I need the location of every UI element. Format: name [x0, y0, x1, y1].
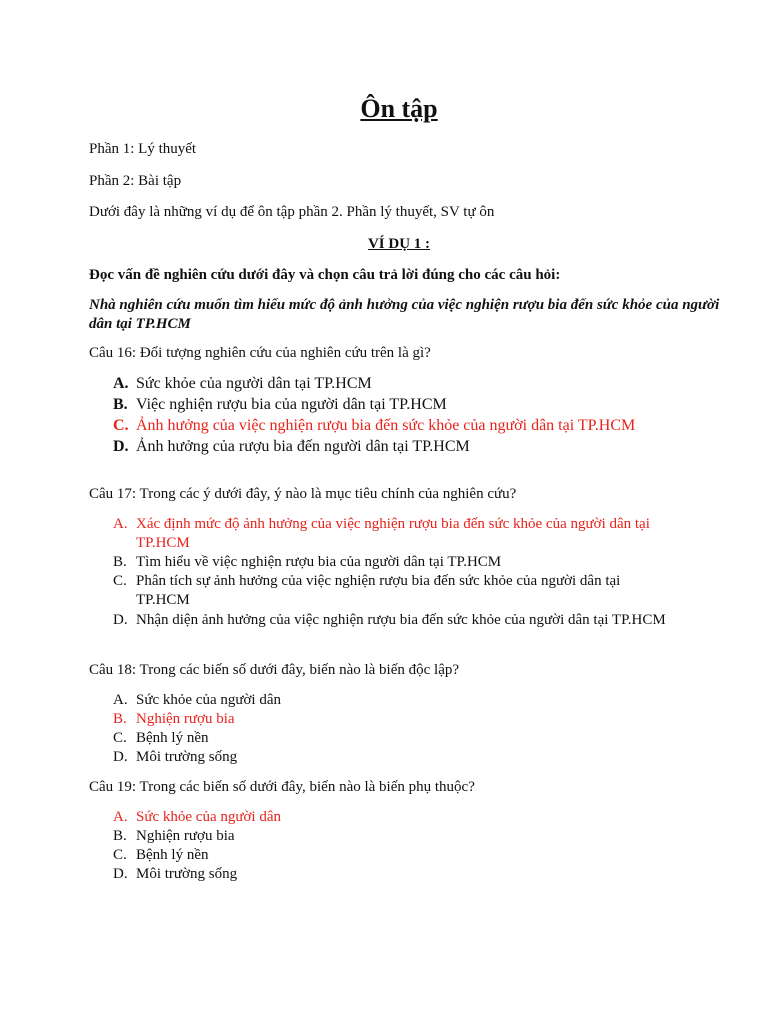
option-letter: C.: [113, 417, 129, 434]
question-16-option-b: [113, 394, 713, 415]
option-letter: A.: [113, 375, 129, 392]
intro-note: Dưới đây là những ví dụ để ôn tập phần 2. Phần lý thuyết, SV tự ôn: [89, 204, 495, 220]
option-text: Xác định mức độ ảnh hưởng của việc nghiện rượu bia đến sức khỏe của người dân tại TP.HCM: [136, 516, 650, 551]
question-18-prompt: Câu 18: Trong các biến số dưới đây, biến nào là biến độc lập?: [89, 662, 460, 678]
question-16-option-d: [113, 436, 713, 457]
scenario: Nhà nghiên cứu muốn tìm hiểu mức độ ảnh hưởng của việc nghiện rượu bia đến sức khỏe của người dân tại TP.HCM: [89, 297, 720, 332]
option-text: Sức khỏe của người dân: [136, 809, 281, 825]
option-text: Tìm hiểu về việc nghiện rượu bia của người dân tại TP.HCM: [136, 554, 502, 570]
option-letter: A.: [113, 516, 128, 532]
question-18-option-b-correct: [113, 710, 713, 729]
option-letter: C.: [113, 847, 127, 863]
question-19-option-b: [113, 827, 713, 846]
option-letter: B.: [113, 554, 127, 570]
question-16-prompt: Câu 16: Đối tượng nghiên cứu của nghiên cứu trên là gì?: [89, 345, 431, 361]
option-text: Bệnh lý nền: [136, 730, 209, 746]
intro-part-2: Phần 2: Bài tập: [89, 173, 182, 189]
question-16-option-a: [113, 373, 713, 394]
option-letter: B.: [113, 396, 128, 413]
question-16-option-c-correct: [113, 415, 753, 436]
option-text: Nhận diện ảnh hưởng của việc nghiện rượu bia đến sức khỏe của người dân tại TP.HCM: [136, 612, 666, 628]
option-letter: B.: [113, 828, 127, 844]
option-letter: B.: [113, 711, 127, 727]
instruction: Đọc vấn đề nghiên cứu dưới đây và chọn câu trả lời đúng cho các câu hỏi:: [89, 267, 561, 283]
question-19-option-c: [113, 846, 713, 865]
option-text: Sức khỏe của người dân: [136, 692, 281, 708]
option-text: Ảnh hưởng của việc nghiện rượu bia đến sức khỏe của người dân tại TP.HCM: [136, 417, 636, 434]
option-letter: D.: [113, 749, 128, 765]
option-text: Việc nghiện rượu bia của người dân tại TP.HCM: [136, 396, 447, 413]
option-letter: A.: [113, 692, 128, 708]
example-heading: VÍ DỤ 1 :: [367, 236, 431, 252]
option-letter: D.: [113, 438, 129, 455]
question-17-option-a-correct: [113, 515, 703, 553]
option-text: Sức khỏe của người dân tại TP.HCM: [136, 375, 372, 392]
question-17-option-b: [113, 553, 713, 572]
question-19-option-d: [113, 865, 713, 884]
option-text: Bệnh lý nền: [136, 847, 209, 863]
option-text: Nghiện rượu bia: [136, 711, 235, 727]
question-19-prompt: Câu 19: Trong các biến số dưới đây, biến nào là biến phụ thuộc?: [89, 779, 475, 795]
option-letter: A.: [113, 809, 128, 825]
option-text: Ảnh hưởng của rượu bia đến người dân tại TP.HCM: [136, 438, 470, 455]
question-18-option-d: [113, 748, 713, 767]
question-18-option-c: [113, 729, 713, 748]
option-letter: D.: [113, 866, 128, 882]
question-17-prompt: Câu 17: Trong các ý dưới đây, ý nào là mục tiêu chính của nghiên cứu?: [89, 486, 517, 502]
option-letter: D.: [113, 612, 128, 628]
intro-part-1: Phần 1: Lý thuyết: [89, 141, 197, 157]
option-letter: C.: [113, 573, 127, 589]
option-text: Môi trường sống: [136, 749, 238, 765]
page-title: Ôn tập: [360, 94, 438, 123]
question-17-option-c: [113, 572, 673, 610]
question-17-option-d: [113, 611, 673, 630]
option-text: Phân tích sự ảnh hưởng của việc nghiện rượu bia đến sức khỏe của người dân tại TP.HCM: [136, 573, 621, 608]
option-text: Môi trường sống: [136, 866, 238, 882]
question-19-option-a-correct: [113, 808, 713, 827]
question-18-option-a: [113, 691, 713, 710]
option-text: Nghiện rượu bia: [136, 828, 235, 844]
option-letter: C.: [113, 730, 127, 746]
